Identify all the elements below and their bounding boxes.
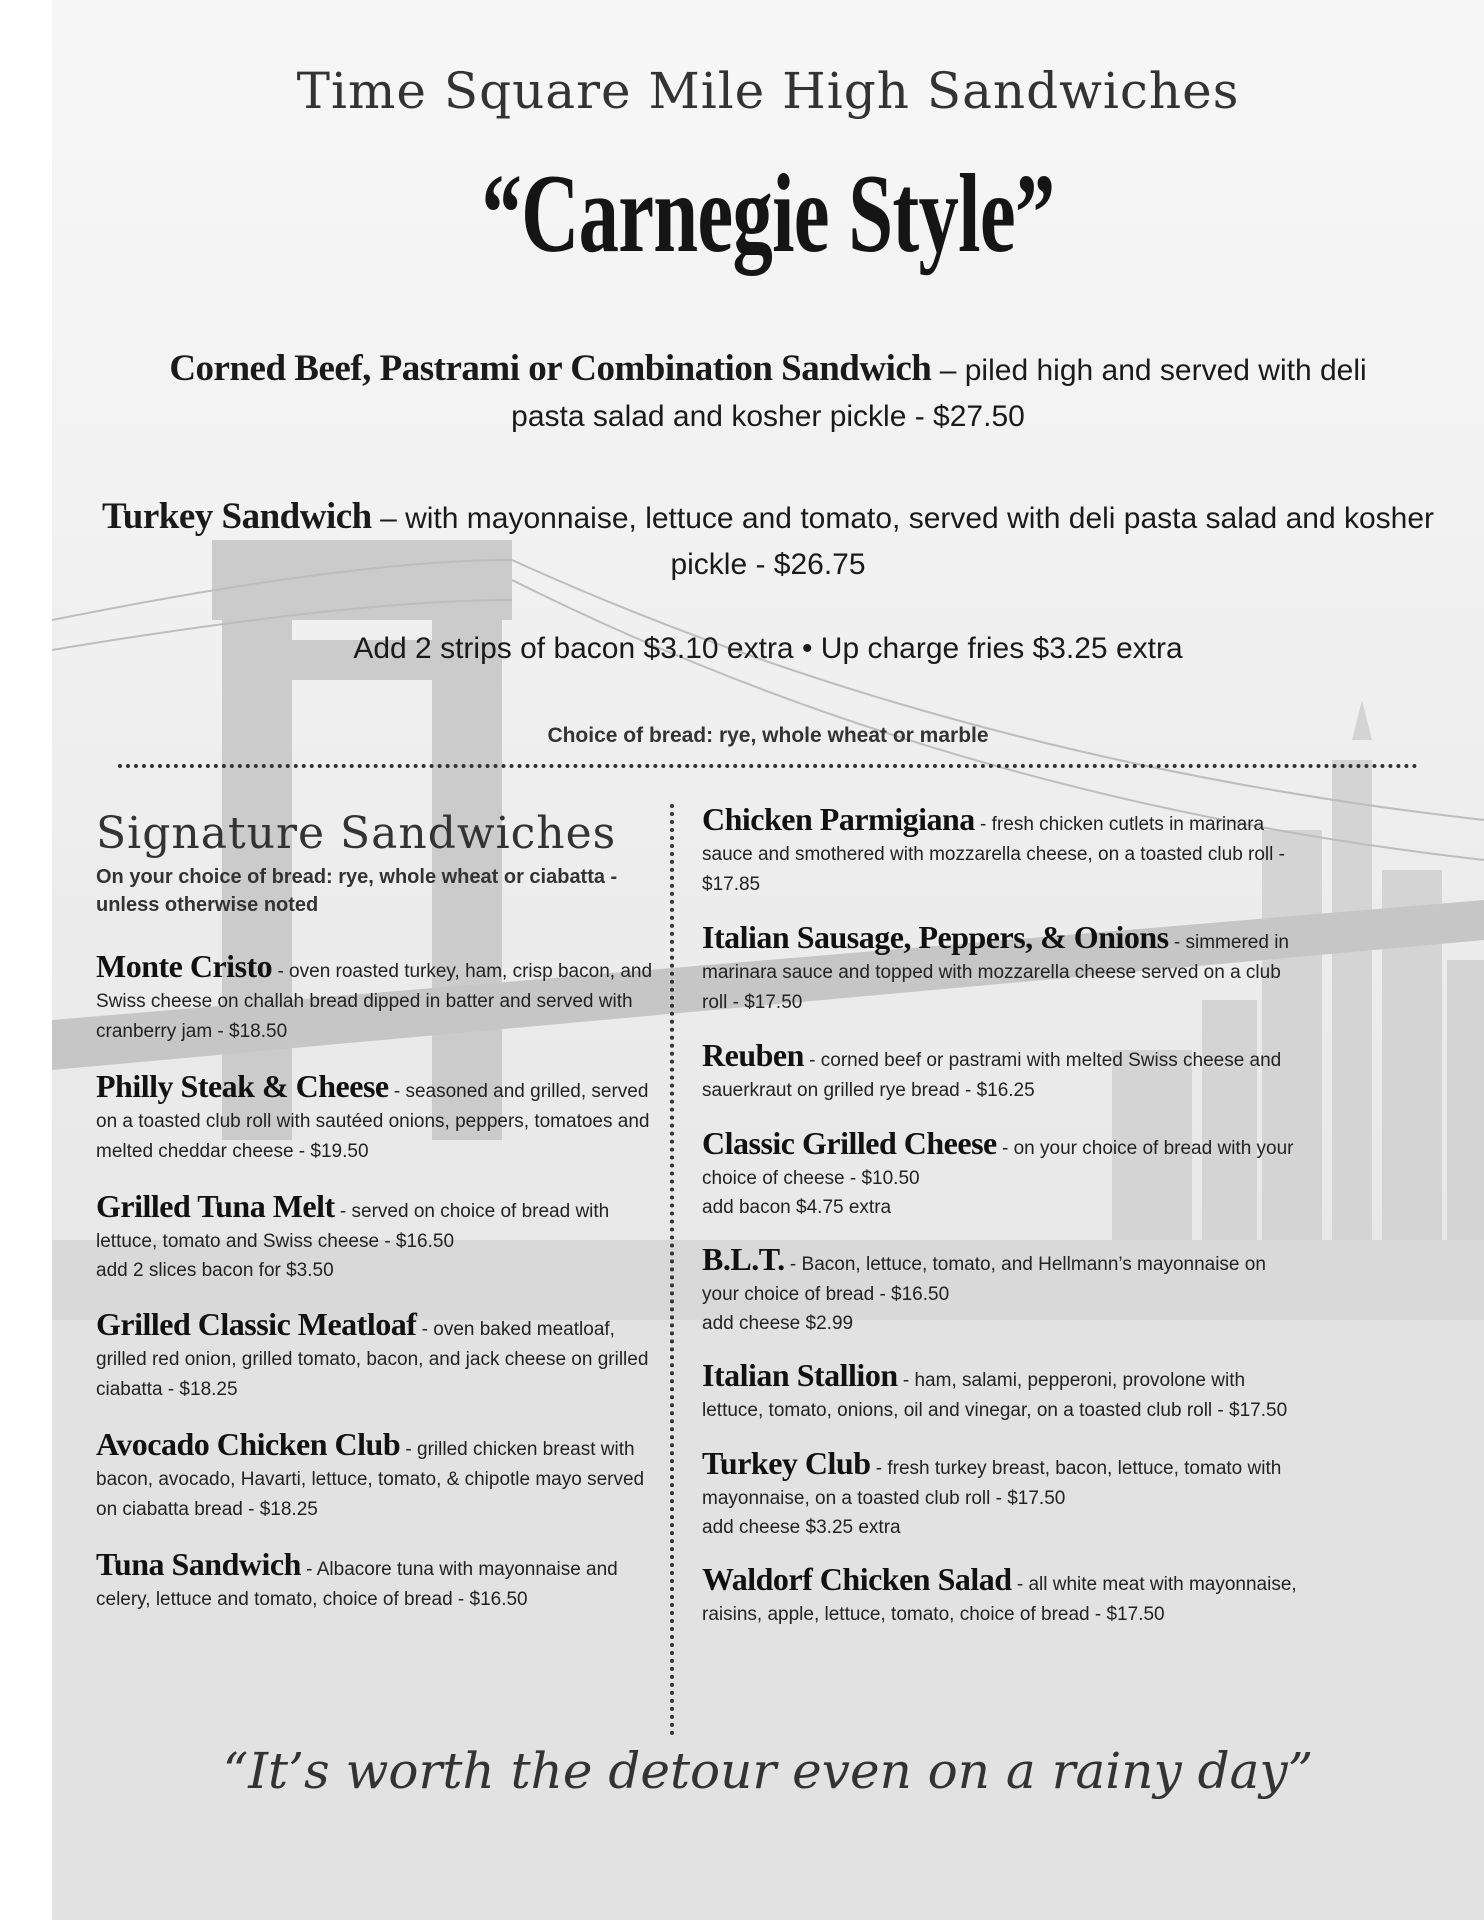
menu-item <box>702 801 1302 900</box>
menu-item <box>702 1561 1302 1630</box>
addons-line: Add 2 strips of bacon $3.10 extra • Up charge fries $3.25 extra <box>353 632 1183 665</box>
section-note: On your choice of bread: rye, whole wheat or ciabatta - unless otherwise noted <box>96 866 618 916</box>
menu-item-description: - oven roasted turkey, ham, crisp bacon, and Swiss cheese on challah bread dipped in batter and served with cranberry jam - $18.50 <box>96 961 653 1042</box>
featured-item-description: – with mayonnaise, lettuce and tomato, served with deli pasta salad and kosher pickle - $26.75 <box>371 502 1435 581</box>
menu-item-name: Grilled Classic Meatloaf <box>96 1306 417 1342</box>
featured-item <box>132 346 1404 440</box>
menu-item <box>96 1068 656 1167</box>
menu-item <box>702 1241 1302 1338</box>
menu-item-extra: add cheese $2.99 <box>702 1313 854 1334</box>
menu-item-description: - corned beef or pastrami with melted Swiss cheese and sauerkraut on grilled rye bread - $16.25 <box>702 1050 1282 1101</box>
menu-item-name: Monte Cristo <box>96 948 273 984</box>
menu-item <box>702 919 1302 1018</box>
tagline: “It’s worth the detour even on a rainy day” <box>222 1742 1314 1800</box>
menu-item-name: B.L.T. <box>702 1241 785 1277</box>
menu-item <box>96 948 656 1047</box>
left-column <box>96 808 656 1639</box>
menu-item-name: Italian Stallion <box>702 1357 898 1393</box>
menu-item-name: Avocado Chicken Club <box>96 1426 401 1462</box>
right-column <box>702 801 1302 1652</box>
menu-item <box>96 1306 656 1405</box>
menu-item-description: - Albacore tuna with mayonnaise and celery, lettuce and tomato, choice of bread - $16.50 <box>96 1559 618 1610</box>
menu-item-description: - simmered in marinara sauce and topped with mozzarella cheese served on a club roll - $17.50 <box>702 932 1289 1013</box>
menu-item <box>96 1546 656 1615</box>
menu-item-extra: add 2 slices bacon for $3.50 <box>96 1260 334 1281</box>
menu-item <box>702 1357 1302 1426</box>
bread-choice-note: Choice of bread: rye, whole wheat or marble <box>547 724 989 747</box>
menu-item-name: Italian Sausage, Peppers, & Onions <box>702 919 1169 955</box>
menu-item-description: - all white meat with mayonnaise, raisins, apple, lettuce, tomato, choice of bread - $17.50 <box>702 1574 1297 1625</box>
menu-item-description: - on your choice of bread with your choice of cheese - $10.50 <box>702 1138 1294 1189</box>
menu-item-name: Tuna Sandwich <box>96 1546 301 1582</box>
menu-item-description: - seasoned and grilled, served on a toasted club roll with sautéed onions, peppers, tomatoes and melted cheddar cheese - $19.50 <box>96 1081 650 1162</box>
menu-page <box>52 0 1484 1920</box>
menu-item-extra: add cheese $3.25 extra <box>702 1517 901 1538</box>
menu-item-name: Philly Steak & Cheese <box>96 1068 389 1104</box>
menu-item-description: - ham, salami, pepperoni, provolone with lettuce, tomato, onions, oil and vinegar, on a toasted club roll - $17.50 <box>702 1370 1288 1421</box>
featured-item-name: Corned Beef, Pastrami or Combination Sandwich <box>169 348 932 389</box>
featured-item <box>82 494 1454 588</box>
menu-item <box>702 1037 1302 1106</box>
featured-item-description: – piled high and served with deli pasta salad and kosher pickle - $27.50 <box>511 354 1367 433</box>
column-divider <box>670 804 674 1736</box>
menu-item-name: Chicken Parmigiana <box>702 801 975 837</box>
menu-item <box>702 1445 1302 1542</box>
menu-item-description: - fresh turkey breast, bacon, lettuce, tomato with mayonnaise, on a toasted club roll - $17.50 <box>702 1458 1282 1509</box>
menu-item <box>96 1188 656 1285</box>
menu-headline: “Carnegie Style” <box>481 152 1055 276</box>
menu-item-description: - Bacon, lettuce, tomato, and Hellmann’s mayonnaise on your choice of bread - $16.50 <box>702 1254 1266 1305</box>
menu-item-name: Turkey Club <box>702 1445 871 1481</box>
restaurant-name: Time Square Mile High Sandwiches <box>296 62 1240 120</box>
menu-item <box>96 1426 656 1525</box>
menu-item-name: Reuben <box>702 1037 804 1073</box>
menu-item-name: Waldorf Chicken Salad <box>702 1561 1012 1597</box>
menu-item-description: - served on choice of bread with lettuce, tomato and Swiss cheese - $16.50 <box>96 1201 610 1252</box>
featured-item-name: Turkey Sandwich <box>101 496 372 537</box>
menu-item-name: Grilled Tuna Melt <box>96 1188 335 1224</box>
menu-item-description: - oven baked meatloaf, grilled red onion, grilled tomato, bacon, and jack cheese on grilled ciabatta - $18.25 <box>96 1319 649 1400</box>
menu-item-description: - fresh chicken cutlets in marinara sauce and smothered with mozzarella cheese, on a toasted club roll - $17.85 <box>702 814 1285 895</box>
menu-item-name: Classic Grilled Cheese <box>702 1125 997 1161</box>
menu-item <box>702 1125 1302 1222</box>
menu-content <box>52 0 1484 1920</box>
menu-item-description: - grilled chicken breast with bacon, avocado, Havarti, lettuce, tomato, & chipotle mayo served on ciabatta bread - $18.25 <box>96 1439 645 1520</box>
section-title: Signature Sandwiches <box>96 808 617 859</box>
menu-item-extra: add bacon $4.75 extra <box>702 1197 892 1218</box>
dotted-divider <box>118 764 1418 768</box>
